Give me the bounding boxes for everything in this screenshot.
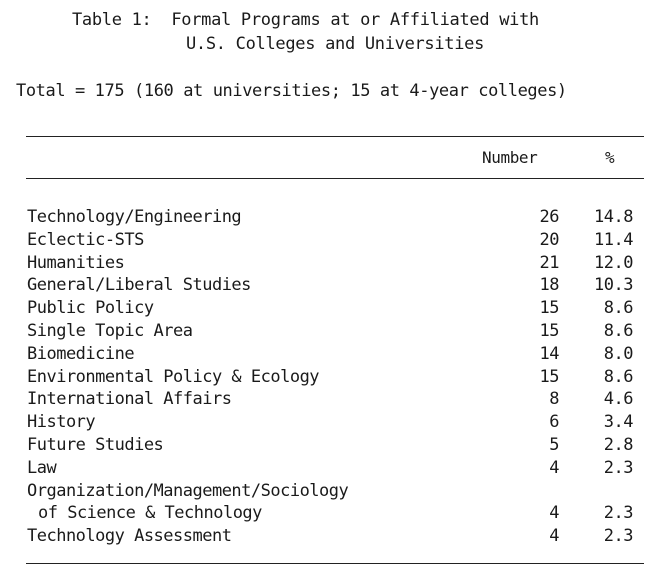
- row-number: 6: [549, 412, 559, 433]
- row-category: General/Liberal Studies: [27, 275, 251, 296]
- table-body: [27, 206, 647, 548]
- column-header-percent: %: [605, 148, 615, 167]
- row-category: Single Topic Area: [27, 320, 193, 341]
- row-category: Humanities: [27, 252, 125, 273]
- row-category: Organization/Management/Sociology: [27, 480, 349, 501]
- row-percent: 4.6: [603, 389, 633, 410]
- table-row: [27, 502, 647, 525]
- table-row: [27, 297, 647, 320]
- row-number: 18: [539, 275, 559, 296]
- table-header-rule: [26, 178, 644, 179]
- row-number: 15: [539, 298, 559, 319]
- row-number: 5: [549, 434, 559, 455]
- row-category: Public Policy: [27, 298, 154, 319]
- row-category: Biomedicine: [27, 343, 135, 364]
- row-percent: 14.8: [594, 207, 633, 227]
- row-percent: 12.0: [594, 252, 633, 273]
- table-row: [27, 457, 647, 480]
- row-percent: 8.6: [603, 320, 633, 341]
- caption-label: Table 1:: [72, 10, 152, 30]
- table-row: [27, 366, 647, 389]
- row-number: 14: [539, 343, 559, 364]
- row-percent: 2.3: [603, 526, 633, 547]
- table-row: [27, 274, 647, 297]
- row-percent: 8.0: [603, 343, 633, 364]
- row-percent: 11.4: [594, 229, 633, 250]
- total-summary: Total = 175 (160 at universities; 15 at 4-year colleges): [16, 81, 567, 101]
- row-number: 21: [539, 252, 559, 273]
- caption-line-1: [72, 8, 539, 32]
- row-category: Technology/Engineering: [27, 207, 242, 227]
- row-percent: 2.8: [603, 434, 633, 455]
- row-number: 4: [549, 457, 559, 478]
- row-percent: 3.4: [603, 412, 633, 433]
- row-number: 4: [549, 526, 559, 547]
- table-row: [27, 343, 647, 366]
- row-category: Law: [27, 457, 57, 478]
- row-number: 15: [539, 366, 559, 387]
- row-category: Environmental Policy & Ecology: [27, 366, 320, 387]
- row-percent: 2.3: [603, 457, 633, 478]
- row-category: Eclectic-STS: [27, 229, 144, 250]
- row-category: Technology Assessment: [27, 526, 232, 547]
- row-number: 26: [539, 207, 559, 227]
- caption-title-first: Formal Programs at or Affiliated with: [171, 10, 539, 30]
- row-category: International Affairs: [27, 389, 232, 410]
- table-row: [27, 252, 647, 275]
- table-row: [27, 388, 647, 411]
- row-number: 15: [539, 320, 559, 341]
- row-percent: 10.3: [594, 275, 633, 296]
- row-percent: 8.6: [603, 366, 633, 387]
- row-percent: 8.6: [603, 298, 633, 319]
- row-category: Future Studies: [27, 434, 164, 455]
- table-bottom-rule: [26, 563, 644, 564]
- column-header-number: Number: [482, 148, 538, 167]
- row-percent: 2.3: [603, 503, 633, 524]
- table-row: [27, 434, 647, 457]
- row-category: History: [27, 412, 96, 433]
- table-row: [27, 525, 647, 548]
- table-row: [27, 320, 647, 343]
- table-caption: [72, 8, 539, 56]
- table-row: [27, 411, 647, 434]
- caption-line-2: U.S. Colleges and Universities: [186, 34, 485, 54]
- row-number: 20: [539, 229, 559, 250]
- table-top-rule: [26, 136, 644, 137]
- row-number: 4: [549, 503, 559, 524]
- table-row: [27, 206, 647, 229]
- table-row: [27, 229, 647, 252]
- row-category: of Science & Technology: [38, 503, 262, 524]
- row-number: 8: [549, 389, 559, 410]
- table-row: [27, 480, 647, 503]
